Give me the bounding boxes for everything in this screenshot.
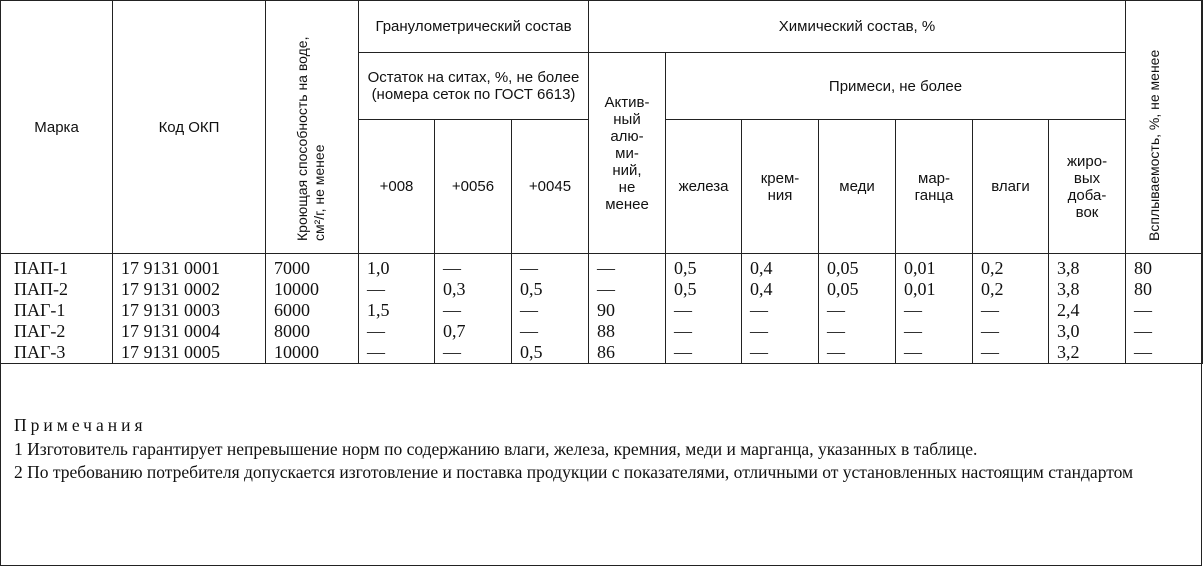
cell-marka: ПАГ-2 [1, 321, 113, 342]
cell-value: 10000 [266, 279, 359, 300]
cell-value: 0,5 [666, 279, 742, 300]
cell-marka: ПАГ-1 [1, 300, 113, 321]
table-row [1, 321, 1203, 342]
cell-value: — [512, 321, 589, 342]
header-imp-kremniy: крем- ния [742, 120, 819, 254]
header-kroyuschaya-cell [266, 1, 359, 254]
header-chem: Химический состав, % [589, 1, 1126, 53]
cell-value: — [742, 321, 819, 342]
cell-value: — [666, 342, 742, 364]
header-ostatok: Остаток на ситах, %, не более (номера сеток по ГОСТ 6613) [359, 53, 589, 120]
cell-value: 86 [589, 342, 666, 364]
cell-value: 0,4 [742, 254, 819, 280]
cell-kod: 17 9131 0003 [113, 300, 266, 321]
cell-kod: 17 9131 0005 [113, 342, 266, 364]
cell-value: 0,01 [896, 254, 973, 280]
cell-value: 0,5 [512, 279, 589, 300]
cell-value: — [435, 254, 512, 280]
header-marka: Марка [1, 1, 113, 254]
cell-kod: 17 9131 0002 [113, 279, 266, 300]
cell-value: — [973, 321, 1049, 342]
table-row [1, 279, 1203, 300]
header-vsplyv-cell [1126, 1, 1203, 254]
cell-value: — [359, 321, 435, 342]
cell-marka: ПАП-1 [1, 254, 113, 280]
header-kroyuschaya: Кроющая способность на воде, см²/г, не менее [294, 36, 327, 241]
header-imp-zhelezo: железа [666, 120, 742, 254]
cell-value: 0,5 [666, 254, 742, 280]
cell-value: 2,4 [1049, 300, 1126, 321]
cell-value: — [819, 342, 896, 364]
cell-value: 80 [1126, 254, 1203, 280]
note-1: 1 Изготовитель гарантирует непревышение норм по содержанию влаги, железа, кремния, меди и марганца, указанных в таблице. [14, 438, 978, 459]
cell-value: 0,05 [819, 279, 896, 300]
cell-marka: ПАГ-3 [1, 342, 113, 364]
table-row [1, 342, 1203, 364]
cell-value: — [896, 321, 973, 342]
cell-value: — [742, 342, 819, 364]
cell-value: — [896, 342, 973, 364]
notes-title: Примечания [14, 415, 147, 435]
cell-value: — [973, 342, 1049, 364]
cell-kod: 17 9131 0001 [113, 254, 266, 280]
cell-value: — [973, 300, 1049, 321]
cell-value: 90 [589, 300, 666, 321]
header-sieve-008: +008 [359, 120, 435, 254]
cell-value: 80 [1126, 279, 1203, 300]
note-2: 2 По требованию потребителя допускается изготовление и поставка продукции с показателями, отличными от установленных настоящим стандартом [14, 462, 1134, 482]
notes-block [14, 414, 1194, 485]
cell-value: — [896, 300, 973, 321]
cell-value: — [666, 300, 742, 321]
cell-value: 88 [589, 321, 666, 342]
cell-value: 3,8 [1049, 254, 1126, 280]
cell-value: 0,01 [896, 279, 973, 300]
cell-value: — [1126, 321, 1203, 342]
cell-value: 6000 [266, 300, 359, 321]
cell-value: 8000 [266, 321, 359, 342]
cell-marka: ПАП-2 [1, 279, 113, 300]
header-sieve-0056: +0056 [435, 120, 512, 254]
cell-value: 1,5 [359, 300, 435, 321]
cell-value: 0,05 [819, 254, 896, 280]
cell-value: — [512, 254, 589, 280]
cell-value: 1,0 [359, 254, 435, 280]
header-kod-okp: Код ОКП [113, 1, 266, 254]
cell-value: 0,5 [512, 342, 589, 364]
header-granulo: Гранулометрический состав [359, 1, 589, 53]
cell-value: — [1126, 300, 1203, 321]
cell-value: 0,4 [742, 279, 819, 300]
cell-value: — [435, 300, 512, 321]
header-vsplyv: Всплываемость, %, не менее [1146, 49, 1163, 241]
header-imp-vlaga: влаги [973, 120, 1049, 254]
cell-value: — [359, 342, 435, 364]
cell-value: — [589, 279, 666, 300]
cell-value: — [819, 300, 896, 321]
header-imp-med: меди [819, 120, 896, 254]
header-imp-marganec: мар- ганца [896, 120, 973, 254]
cell-value: 10000 [266, 342, 359, 364]
cell-value: 0,7 [435, 321, 512, 342]
cell-value: — [819, 321, 896, 342]
cell-value: — [359, 279, 435, 300]
table-row [1, 300, 1203, 321]
header-imp-zhirovye: жиро- вых доба- вок [1049, 120, 1126, 254]
cell-value: — [1126, 342, 1203, 364]
header-sieve-0045: +0045 [512, 120, 589, 254]
header-active-al: Актив- ный алю- ми- ний, не менее [589, 53, 666, 254]
cell-value: — [742, 300, 819, 321]
cell-kod: 17 9131 0004 [113, 321, 266, 342]
cell-value: 0,2 [973, 279, 1049, 300]
cell-value: 7000 [266, 254, 359, 280]
cell-value: 3,2 [1049, 342, 1126, 364]
cell-value: 3,0 [1049, 321, 1126, 342]
cell-value: 0,3 [435, 279, 512, 300]
header-primesi: Примеси, не более [666, 53, 1126, 120]
cell-value: — [435, 342, 512, 364]
table-row [1, 254, 1203, 280]
cell-value: 3,8 [1049, 279, 1126, 300]
cell-value: — [666, 321, 742, 342]
cell-value: 0,2 [973, 254, 1049, 280]
cell-value: — [512, 300, 589, 321]
cell-value: — [589, 254, 666, 280]
